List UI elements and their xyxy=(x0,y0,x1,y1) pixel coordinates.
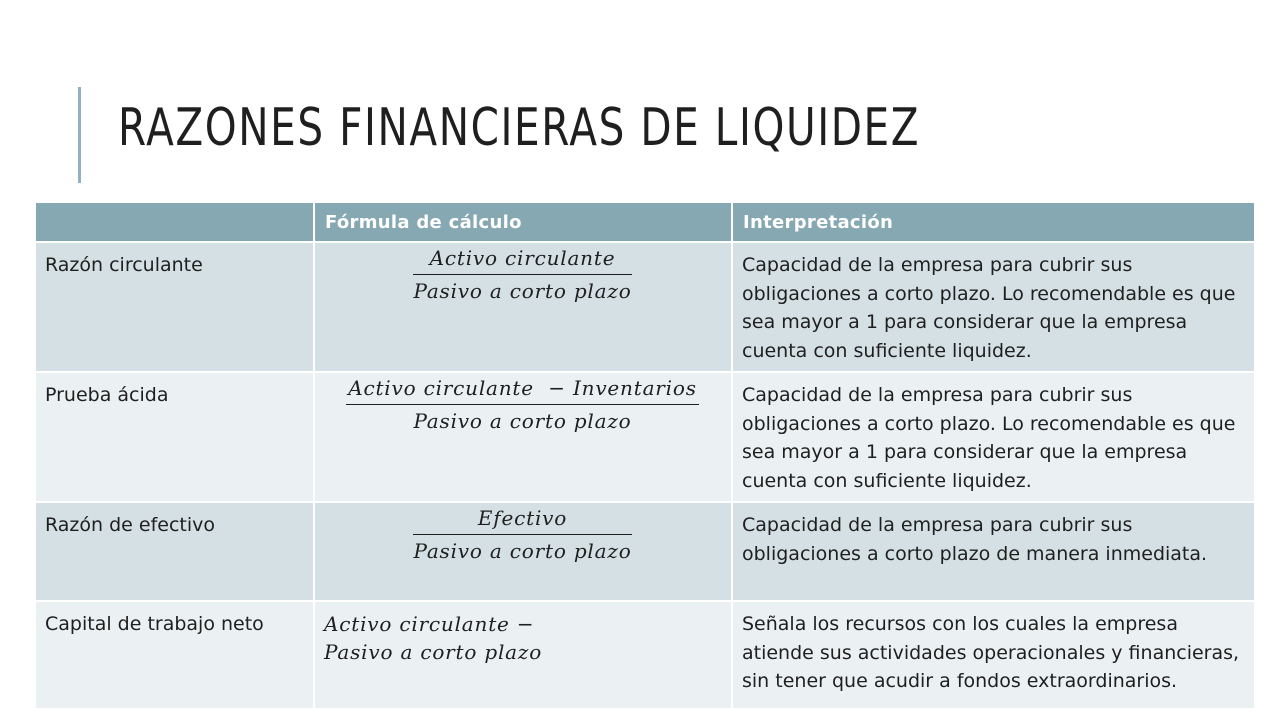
fraction xyxy=(346,375,699,434)
table-header-row xyxy=(35,202,1255,242)
formula-numerator: Activo circulante − Inventarios xyxy=(346,375,699,405)
formula-line-2: Pasivo a corto plazo xyxy=(324,640,543,664)
formula-numerator: Activo circulante xyxy=(413,245,631,275)
header-formula: Fórmula de cálculo xyxy=(314,202,732,242)
interpretation: Capacidad de la empresa para cubrir sus obligaciones a corto plazo. Lo recomendable es que sea mayor a 1 para considerar que la empresa cuenta con suficiente liquidez. xyxy=(732,372,1255,502)
ratio-name: Prueba ácida xyxy=(35,372,314,502)
table-row xyxy=(35,601,1255,709)
ratio-name: Razón circulante xyxy=(35,242,314,372)
liquidity-ratios-table xyxy=(34,201,1256,710)
formula-numerator: Efectivo xyxy=(413,505,631,535)
fraction xyxy=(413,245,631,304)
header-ratio-name xyxy=(35,202,314,242)
slide-title: RAZONES FINANCIERAS DE LIQUIDEZ xyxy=(118,98,921,158)
table-row xyxy=(35,242,1255,372)
ratio-name: Capital de trabajo neto xyxy=(35,601,314,709)
title-accent-bar xyxy=(78,87,81,183)
formula-cell xyxy=(314,242,732,372)
interpretation: Señala los recursos con los cuales la empresa atiende sus actividades operacionales y financieras, sin tener que acudir a fondos extraordinarios. xyxy=(732,601,1255,709)
interpretation: Capacidad de la empresa para cubrir sus obligaciones a corto plazo. Lo recomendable es que sea mayor a 1 para considerar que la empresa cuenta con suficiente liquidez. xyxy=(732,242,1255,372)
formula-denominator: Pasivo a corto plazo xyxy=(413,539,632,563)
formula-denominator: Pasivo a corto plazo xyxy=(413,409,632,433)
formula-cell xyxy=(314,502,732,601)
ratio-name: Razón de efectivo xyxy=(35,502,314,601)
fraction xyxy=(413,505,631,564)
formula-line-1: Activo circulante − xyxy=(324,612,535,636)
header-interpretation: Interpretación xyxy=(732,202,1255,242)
table-row xyxy=(35,372,1255,502)
formula-cell xyxy=(314,372,732,502)
table-row xyxy=(35,502,1255,601)
interpretation: Capacidad de la empresa para cubrir sus obligaciones a corto plazo de manera inmediata. xyxy=(732,502,1255,601)
formula-denominator: Pasivo a corto plazo xyxy=(413,279,632,303)
formula-cell xyxy=(314,601,732,709)
